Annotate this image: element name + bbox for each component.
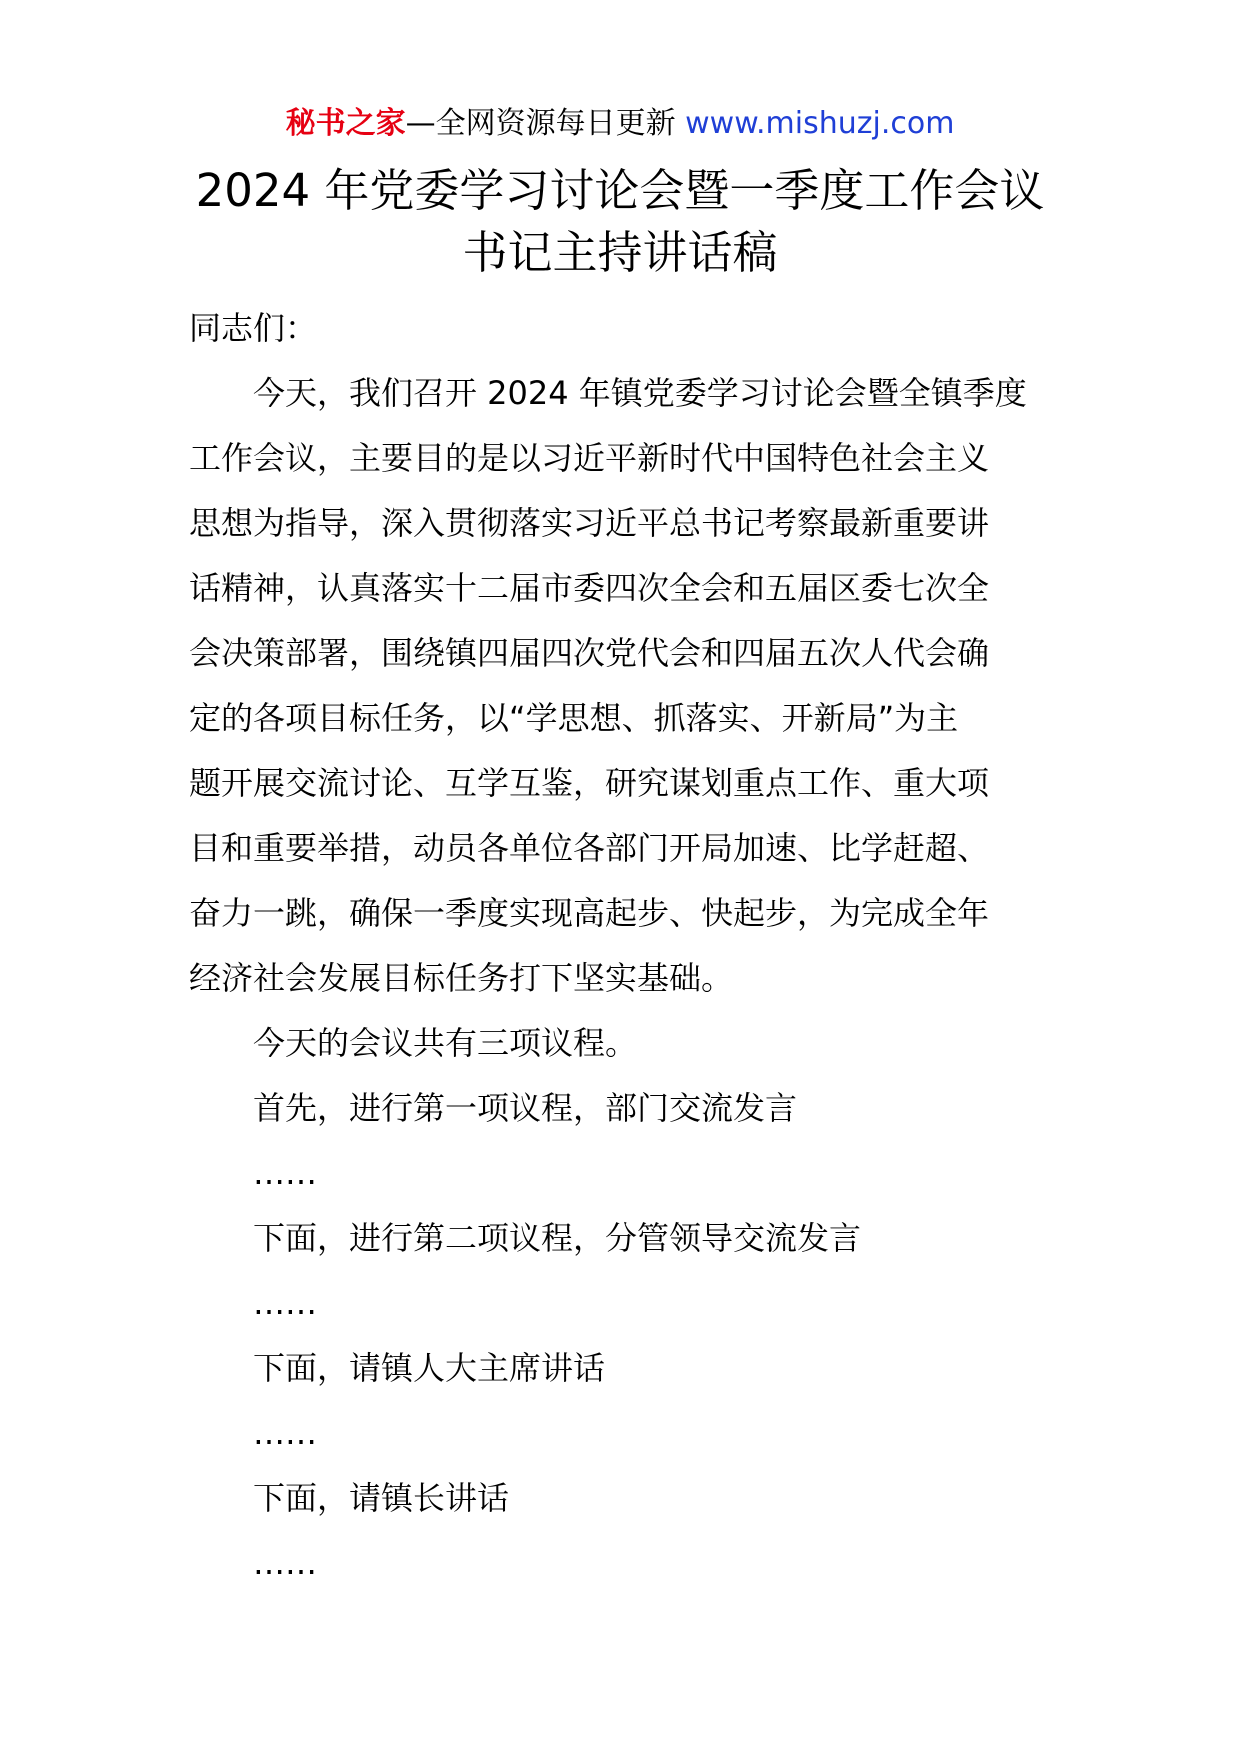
ellipsis: …… [253,1284,317,1322]
title-line-1: 2024 年党委学习讨论会暨一季度工作会议 [195,164,1045,217]
title-line-2: 书记主持讲话稿 [462,226,778,279]
ellipsis: …… [253,1544,317,1582]
ellipsis: …… [253,1414,317,1452]
site-url-link[interactable]: www.mishuzj.com [685,106,955,141]
paragraph-line: 思想为指导，深入贯彻落实习近平总书记考察最新重要讲 [189,504,990,542]
agenda-item-1: 首先，进行第一项议程，部门交流发言 [253,1089,798,1127]
paragraph-line: 题开展交流讨论、互学互鉴，研究谋划重点工作、重大项 [189,764,990,802]
header-tagline: —全网资源每日更新 [405,106,686,141]
agenda-item-4: 下面，请镇长讲话 [253,1479,510,1517]
agenda-item-2: 下面，进行第二项议程，分管领导交流发言 [253,1219,862,1257]
paragraph-line: 工作会议，主要目的是以习近平新时代中国特色社会主义 [189,439,990,477]
document-title [150,160,1090,284]
paragraph-line: 目和重要举措，动员各单位各部门开局加速、比学赶超、 [189,829,990,867]
paragraph-line: 话精神，认真落实十二届市委四次全会和五届区委七次全 [189,569,990,607]
ellipsis: …… [253,1154,317,1192]
brand-name: 秘书之家 [285,106,406,141]
paragraph-line: 奋力一跳，确保一季度实现高起步、快起步，为完成全年 [189,894,990,932]
paragraph-line: 经济社会发展目标任务打下坚实基础。 [189,959,734,997]
salutation: 同志们： [189,309,318,347]
agenda-intro: 今天的会议共有三项议程。 [253,1024,638,1062]
agenda-item-3: 下面，请镇人大主席讲话 [253,1349,606,1387]
paragraph-opening [189,361,1039,1011]
paragraph-line: 今天，我们召开 2024 年镇党委学习讨论会暨全镇季度 [253,374,1027,412]
paragraph-line: 定的各项目标任务，以“学思想、抓落实、开新局”为主 [189,699,959,737]
paragraph-line: 会决策部署，围绕镇四届四次党代会和四届五次人代会确 [189,634,990,672]
site-header [0,100,1240,148]
document-body [189,296,1039,1596]
